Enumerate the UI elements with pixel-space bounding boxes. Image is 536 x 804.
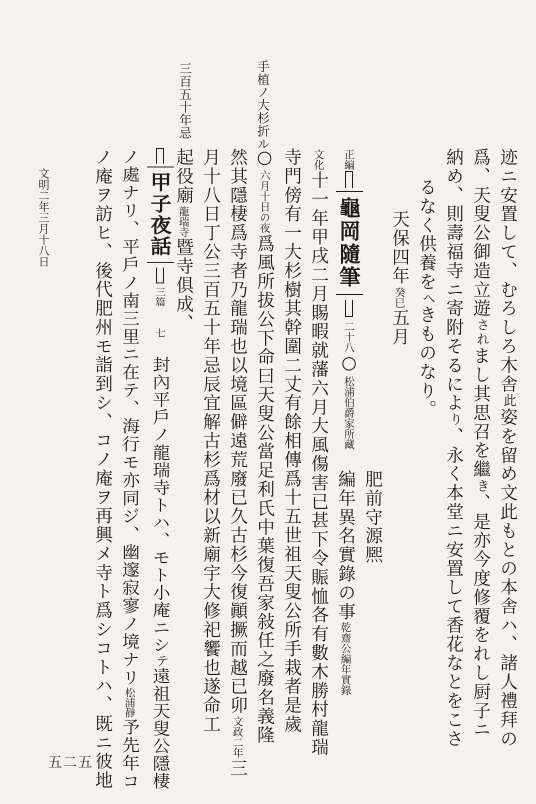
text-column [255, 148, 273, 745]
title-bracket-close [345, 300, 353, 317]
text-segment: 暨寺俱成、 [173, 238, 194, 333]
text-segment: 寺門傍有一大杉樹其幹圍二丈有餘相傳爲十五世祖天叟公所手栽者是歲 [281, 148, 302, 734]
inline-note: 乾齋公編年實錄 [339, 622, 352, 696]
inline-note: 癸巳 [393, 286, 406, 308]
text-segment: ノ處ナリ、平戶ノ南三里ニ在テ、海行モ亦同ジ、幽邃寂寥ノ境ナリ [119, 148, 140, 687]
text-segment: 封內平戶ノ龍瑞寺トハ、モト小庵ニシ [150, 338, 170, 655]
text-column [309, 148, 327, 757]
text-segment: るなく供養を [416, 178, 437, 292]
kana-segment: テ [153, 654, 168, 668]
side-date: 文明二年三月十八日 [37, 168, 50, 267]
text-column [174, 148, 192, 333]
text-segment: 姿を留め文此もとの本舎ハ、諸人禮拜の [497, 408, 518, 749]
text-column [228, 148, 246, 778]
inline-note: 文化 [312, 149, 325, 170]
source-title: 龜岡隨筆 [336, 191, 363, 295]
kana-segment: へ [419, 291, 435, 306]
text-column [120, 148, 138, 790]
text-segment: きものなり。 [416, 305, 437, 420]
title-bracket-close [156, 268, 164, 284]
source-title: 甲子夜話 [147, 167, 174, 263]
title-bracket-open [345, 171, 353, 188]
text-segment: 爲風所拔公下命曰天叟公當足利氏中葉復吾家敍任之廢名義隆 [254, 234, 275, 745]
text-segment: 遠祖天叟公隱棲 [150, 667, 170, 791]
text-segment: 三 [227, 759, 248, 778]
text-segment: 然其隱棲爲寺者乃龍瑞也以境區僻遠荒廢已久古杉今復顚撅而越已卯 [227, 148, 248, 715]
text-segment: 起役廟 [173, 148, 194, 205]
text-segment: 、是亦今度修覆をれし厨子ニ [470, 493, 491, 740]
title-bracket-open [156, 148, 164, 164]
text-segment: 十一年甲戌二月賜暇就藩六月大風傷害已甚下令賑恤各有 [308, 171, 329, 644]
kana-segment: き [473, 479, 489, 494]
text-segment: 月十八日丁公三百五十年忌辰宜解古杉爲材以新廟宇大修祀饗也遂命工 [200, 148, 221, 734]
text-segment: 天保四年 [389, 210, 410, 286]
text-segment: ノ庵ヲ訪ヒ、後代肥州モ詣到シ、コノ庵ヲ再興メ寺ト爲シコトハ、既ニ彼地 [92, 148, 113, 790]
text-column [147, 148, 174, 790]
inline-note: 三篇 [154, 287, 166, 307]
text-column [417, 178, 435, 419]
text-column [471, 148, 489, 739]
text-column [363, 470, 381, 565]
text-segment: 數 [308, 643, 329, 663]
text-segment: 納め、則壽福寺ニ寄附そるによ [443, 148, 464, 413]
inline-note: 松浦伯爵家所藏 [343, 375, 355, 450]
page-number: 五二五 [48, 755, 93, 771]
text-column [390, 210, 408, 346]
text-segment: 、永く本堂ニ安置して香花なとをこさ [443, 426, 464, 749]
inline-note: 七 [154, 328, 166, 338]
text-segment: 編年異名實錄の事 [335, 470, 356, 622]
kana-segment: され [473, 318, 489, 347]
text-column [336, 148, 363, 450]
kana-segment: 此 [500, 393, 516, 409]
text-column [444, 148, 462, 748]
text-segment: 予先年コ [119, 718, 140, 791]
text-segment: ○ [339, 353, 359, 375]
text-column [93, 148, 111, 790]
text-segment: 爲、天叟公御造立遊 [470, 148, 491, 319]
text-column [498, 148, 516, 748]
text-segment: まし其思召を繼 [470, 346, 491, 480]
text-segment: 肥前守源熈 [362, 470, 383, 565]
margin-note-fallen-cedar: 手植ノ大杉折ル [255, 60, 271, 151]
inline-note: 文政二年 [231, 716, 244, 758]
margin-note-memorial-year: 三百五十年忌 [177, 62, 193, 140]
text-column [201, 148, 219, 734]
column-note: 正編 [343, 149, 355, 170]
inline-note: 松浦靜 [123, 687, 136, 718]
inline-note: 龍瑞寺 [177, 205, 190, 238]
text-segment: ○ [254, 148, 275, 170]
text-segment [150, 307, 170, 327]
inline-note: 六月十日の夜 [258, 170, 271, 234]
text-segment: 木勝村龍瑞 [308, 662, 329, 757]
text-segment: 迹ニ安置して、むろしろ木舎 [497, 148, 518, 394]
text-column [336, 470, 354, 697]
text-segment: 五月 [389, 308, 410, 347]
kana-segment: り [446, 412, 462, 427]
text-column [282, 148, 300, 734]
inline-note: 二十八 [343, 321, 355, 353]
